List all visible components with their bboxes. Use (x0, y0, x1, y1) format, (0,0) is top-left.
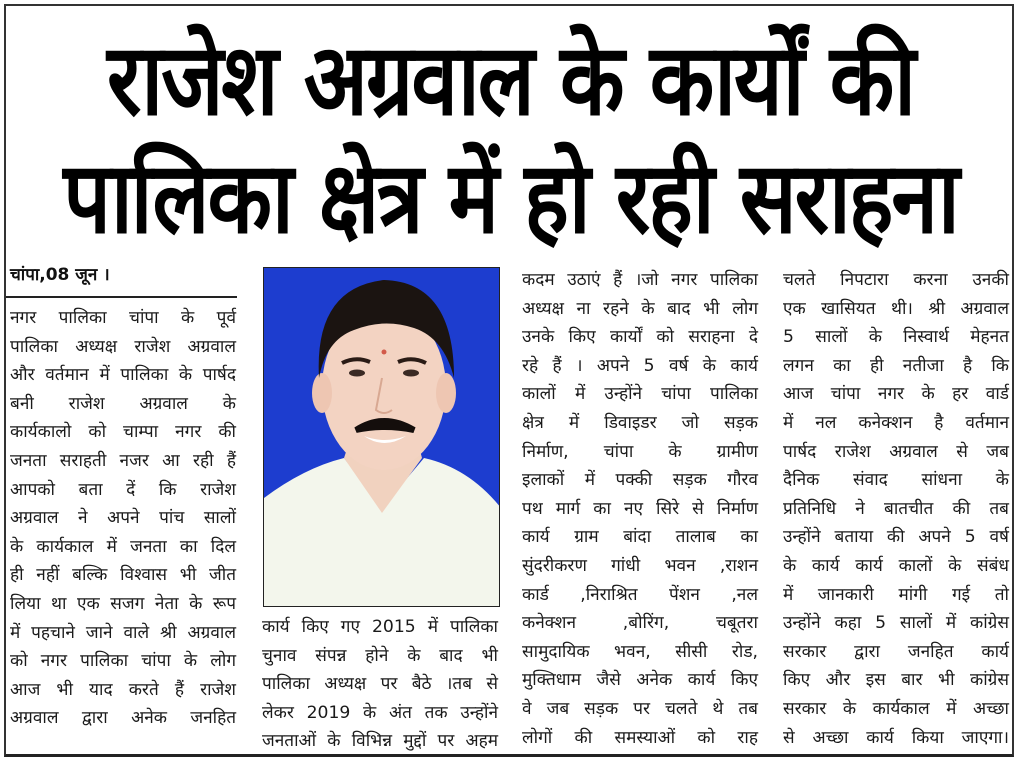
article-text-line: कार्यकालो को चाम्पा नगर की (10, 422, 236, 443)
article-text-line: को नगर पालिका चांपा के लोग (10, 651, 236, 672)
article-text-line: आज भी याद करते हैं राजेश (10, 679, 236, 700)
article-text-line: नगर पालिका चांपा के पूर्व (10, 308, 236, 328)
article-column-3 (522, 266, 758, 752)
article-text-line: के कार्य कार्य कालों के संबंध (783, 555, 1009, 576)
article-text-line: चुनाव संपन्न होने के बाद भी (262, 645, 498, 666)
article-text-line: सुंदरीकरण गांधी भवन ,राशन (522, 555, 758, 576)
article-text-line: एक खासियत थी। श्री अग्रवाल (783, 298, 1009, 319)
article-text-line: कनेक्शन ,बोरिंग, चबूतरा (522, 613, 758, 634)
article-text-line: सरकार के कार्यकाल में अच्छा (783, 698, 1009, 719)
article-text-line: 5 सालों के निस्वार्थ मेहनत (783, 327, 1009, 348)
article-text-line: प्रतिनिधि ने बातचीत की तब (783, 498, 1009, 519)
article-text-line: रहे हैं । अपने 5 वर्ष के कार्य (522, 355, 758, 376)
article-text-line: इलाकों में पक्की सड़क गौरव (522, 470, 758, 491)
headline-line-2: पालिका क्षेत्र में हो रही सराहना (63, 139, 958, 256)
article-text-line: आपको बता दें कि राजेश (10, 479, 236, 500)
article-column-1 (10, 304, 236, 733)
article-text-line: कार्य ग्राम बांदा तालाब का (522, 527, 758, 548)
article-text-line: लगन का ही नतीजा है कि (783, 355, 1009, 376)
article-text-line: सरकार द्वारा जनहित कार्य (783, 641, 1009, 662)
article-column-4 (783, 266, 1009, 752)
article-text-line: अध्यक्ष ना रहने के बाद भी लोग (522, 298, 758, 319)
article-text-line: किए और इस बार भी कांग्रेस (783, 670, 1009, 691)
article-text-line: अग्रवाल द्वारा अनेक जनहित (10, 708, 236, 729)
article-text-line: लोगों की समस्याओं को राह (522, 727, 758, 748)
article-text-line: पालिका अध्यक्ष राजेश अग्रवाल (10, 336, 236, 357)
article-text-line: क्षेत्र में डिवाइडर जो सड़क (522, 412, 758, 433)
article-text-line: पालिका अध्यक्ष पर बैठे ।तब से (262, 674, 498, 695)
article-text-line: दैनिक संवाद सांधना के (783, 470, 1009, 491)
article-text-line: वे जब सड़क पर चलते थे तब (522, 698, 758, 719)
article-text-line: उनके किए कार्यों को सराहना दे (522, 327, 758, 348)
article-text-line: बनी राजेश अग्रवाल के (10, 393, 236, 414)
article-text-line: उन्होंने कहा 5 सालों में कांग्रेस (783, 613, 1009, 634)
article-text-line: से अच्छा कार्य किया जाएगा। (783, 727, 1009, 748)
article-text-line: उन्होंने बताया की अपने 5 वर्ष (783, 527, 1009, 548)
article-text-line: में पहचाने जाने वाले श्री अग्रवाल (10, 622, 236, 643)
article-text-line: पथ मार्ग का नए सिरे से निर्माण (522, 498, 758, 519)
portrait-image (264, 268, 500, 607)
article-text-line: कार्ड ,निराश्रित पेंशन ,नल (522, 584, 758, 605)
article-text-line: जनताओं के विभिन्न मुद्दों पर अहम (262, 731, 498, 752)
article-text-line: लिया था एक सजग नेता के रूप (10, 593, 236, 614)
dateline-rule (6, 296, 237, 298)
article-text-line: मुक्तिधाम जैसे अनेक कार्य किए (522, 670, 758, 691)
article-text-line: और वर्तमान में पालिका के पार्षद (10, 365, 236, 386)
article-text-line: निर्माण, चांपा के ग्रामीण (522, 441, 758, 462)
article-text-line: सामुदायिक भवन, सीसी रोड, (522, 641, 758, 662)
article-text-line: कार्य किए गए 2015 में पालिका (262, 617, 498, 637)
article-text-line: चलते निपटारा करना उनकी (783, 270, 1009, 290)
headline-line-1: राजेश अग्रवाल के कार्यों की (106, 21, 915, 138)
dateline: चांपा,08 जून । (10, 265, 110, 285)
article-text-line: कदम उठाएं हैं ।जो नगर पालिका (522, 270, 758, 290)
article-text-line: ही नहीं बल्कि विश्वास भी जीत (10, 565, 236, 586)
article-text-line: के कार्यकाल में जनता का दिल (10, 536, 236, 557)
article-text-line: पार्षद राजेश अग्रवाल से जब (783, 441, 1009, 462)
article-text-line: आज चांपा नगर के हर वार्ड (783, 384, 1009, 405)
article-text-line: जनता सराहती नजर आ रही हैं (10, 450, 236, 471)
portrait-photo (263, 267, 500, 607)
article-text-line: अग्रवाल ने अपने पांच सालों (10, 508, 236, 529)
article-text-line: में नल कनेक्शन है वर्तमान (783, 412, 1009, 433)
article-text-line: कालों में उन्होंने चांपा पालिका (522, 384, 758, 405)
article-text-line: में जानकारी मांगी गई तो (783, 584, 1009, 605)
article-text-line: लेकर 2019 के अंत तक उन्होंने (262, 702, 498, 723)
article-column-2 (262, 613, 498, 756)
